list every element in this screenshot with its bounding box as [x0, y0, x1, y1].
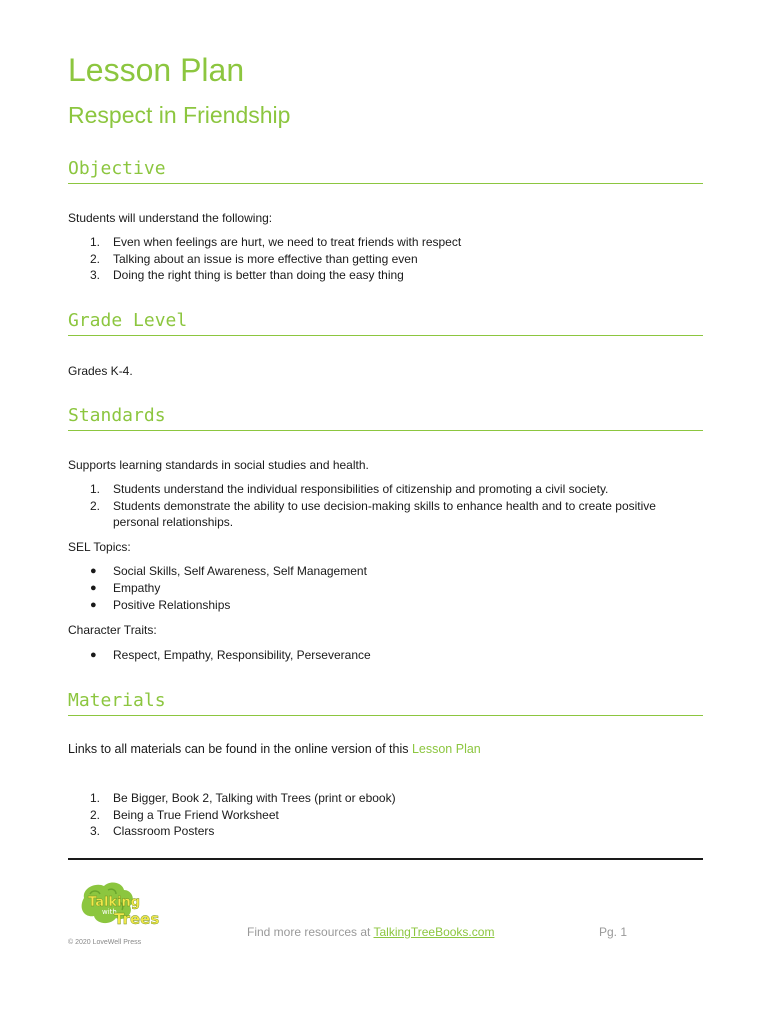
list-item: 3. Classroom Posters — [90, 824, 215, 838]
list-item: 3. Doing the right thing is better than doing the easy thing — [90, 268, 404, 282]
sel-topics-label: SEL Topics: — [68, 540, 131, 554]
list-item: ● Respect, Empathy, Responsibility, Perseverance — [90, 648, 371, 662]
list-item: 2. Being a True Friend Worksheet — [90, 807, 279, 822]
objective-list — [68, 234, 698, 284]
copyright-text: © 2020 LoveWell Press — [68, 939, 142, 946]
objective-intro: Students will understand the following: — [68, 211, 273, 225]
list-item: 1. Even when feelings are hurt, we need to treat friends with respect — [90, 235, 462, 249]
character-traits-label: Character Traits: — [68, 623, 157, 637]
bullet-icon: ● — [90, 599, 97, 611]
talkingtreebooks-link[interactable]: TalkingTreeBooks.com — [373, 925, 495, 939]
materials-list — [68, 790, 698, 840]
standards-heading: Standards — [68, 405, 703, 431]
list-item: 2. Talking about an issue is more effective than getting even — [90, 251, 418, 266]
page-title: Lesson Plan — [68, 52, 245, 88]
standards-intro: Supports learning standards in social studies and health. — [68, 458, 369, 472]
list-item: 2. Students demonstrate the ability to use decision-making skills to enhance health and to create positive personal relationships. — [90, 498, 656, 529]
list-item: ● Social Skills, Self Awareness, Self Management — [90, 564, 367, 578]
lesson-plan-link[interactable]: Lesson Plan — [411, 742, 481, 756]
standards-list — [68, 481, 698, 531]
list-item: ● Empathy — [90, 581, 161, 595]
materials-intro: Links to all materials can be found in the online version of this Lesson Plan — [68, 742, 481, 756]
footer-resources: Find more resources at TalkingTreeBooks.com — [247, 925, 495, 939]
bullet-icon: ● — [90, 582, 97, 594]
character-traits-list — [68, 647, 698, 664]
page-subtitle: Respect in Friendship — [68, 102, 291, 128]
svg-text:Talking: Talking — [88, 895, 141, 910]
objective-heading: Objective — [68, 158, 703, 184]
sel-topics-list — [68, 563, 698, 614]
talking-with-trees-logo — [78, 880, 178, 930]
grade-level-heading: Grade Level — [68, 310, 703, 336]
list-item: ● Positive Relationships — [90, 598, 231, 612]
bullet-icon: ● — [90, 565, 97, 577]
svg-text:Trees: Trees — [114, 910, 160, 928]
svg-text:with: with — [102, 908, 117, 916]
materials-heading: Materials — [68, 690, 703, 716]
list-item: 1. Students understand the individual responsibilities of citizenship and promoting a civil society. — [90, 482, 609, 496]
grade-level-text: Grades K-4. — [68, 364, 133, 378]
page-number: Pg. 1 — [599, 925, 628, 939]
bullet-icon: ● — [90, 649, 97, 661]
footer-divider — [68, 858, 703, 860]
list-item: 1. Be Bigger, Book 2, Talking with Trees (print or ebook) — [90, 791, 396, 805]
